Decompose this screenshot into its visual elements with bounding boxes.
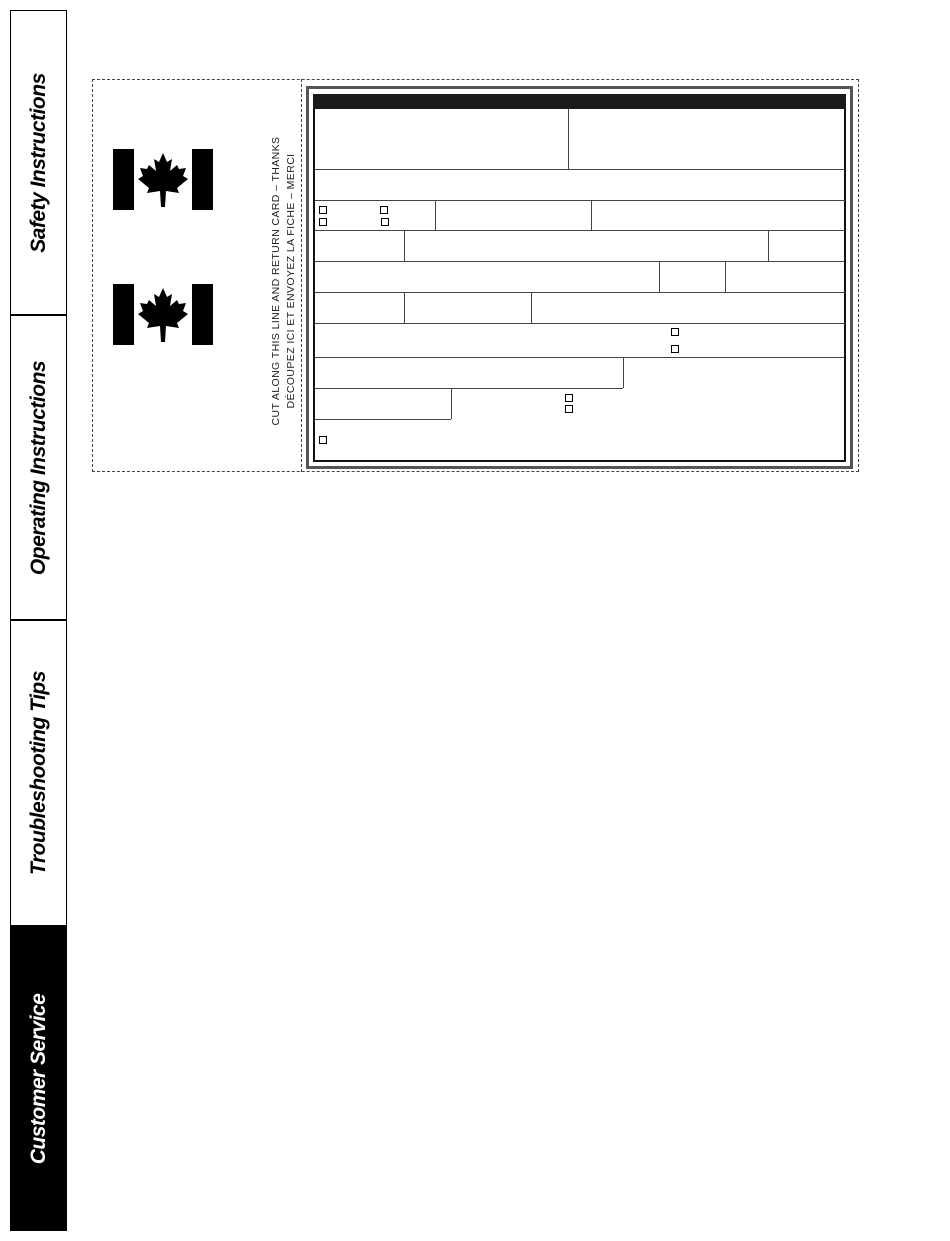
form-checkbox[interactable] — [319, 218, 327, 226]
form-rule — [591, 200, 592, 230]
form-rule — [315, 261, 845, 262]
tab-customer-service-label: Customer Service — [26, 993, 50, 1164]
form-checkbox[interactable] — [381, 218, 389, 226]
tab-safety-instructions-label: Safety Instructions — [26, 72, 50, 253]
form-rule — [623, 357, 624, 388]
form-rule — [315, 357, 845, 358]
form-rule — [568, 109, 569, 169]
canada-flag-icon — [113, 149, 213, 210]
form-rule — [315, 292, 845, 293]
form-rule — [404, 292, 405, 323]
tab-troubleshooting-tips-label: Troubleshooting Tips — [26, 671, 50, 875]
tab-operating-instructions-label: Operating Instructions — [26, 360, 50, 575]
canada-flag-icon — [113, 284, 213, 345]
form-checkbox[interactable] — [671, 345, 679, 353]
form-rule — [315, 169, 845, 170]
form-rule — [315, 419, 451, 420]
cut-line-instructions — [269, 137, 299, 426]
form-checkbox[interactable] — [319, 206, 327, 214]
form-rule — [451, 388, 452, 419]
cut-line-text-en: CUT ALONG THIS LINE AND RETURN CARD – THANKS — [270, 136, 282, 426]
registration-card — [313, 94, 846, 462]
form-rule — [768, 230, 769, 261]
cut-line-text-fr: DÉCOUPEZ ICI ET ENVOYEZ LA FICHE – MERCI — [285, 153, 297, 409]
form-checkbox[interactable] — [565, 394, 573, 402]
form-rule — [725, 261, 726, 292]
form-rule — [315, 388, 623, 389]
tab-operating-instructions[interactable] — [10, 315, 67, 620]
tab-customer-service[interactable] — [10, 926, 67, 1231]
form-rule — [315, 200, 845, 201]
form-checkbox[interactable] — [319, 436, 327, 444]
form-rule — [315, 230, 845, 231]
form-rule — [404, 230, 405, 261]
registration-card-header-bar — [313, 94, 846, 109]
form-checkbox[interactable] — [671, 328, 679, 336]
form-rule — [531, 292, 532, 323]
tab-safety-instructions[interactable] — [10, 10, 67, 315]
form-rule — [659, 261, 660, 292]
form-rule — [435, 200, 436, 230]
cut-line-divider — [301, 79, 302, 472]
tab-troubleshooting-tips[interactable] — [10, 620, 67, 926]
form-rule — [315, 323, 845, 324]
form-checkbox[interactable] — [380, 206, 388, 214]
form-checkbox[interactable] — [565, 405, 573, 413]
